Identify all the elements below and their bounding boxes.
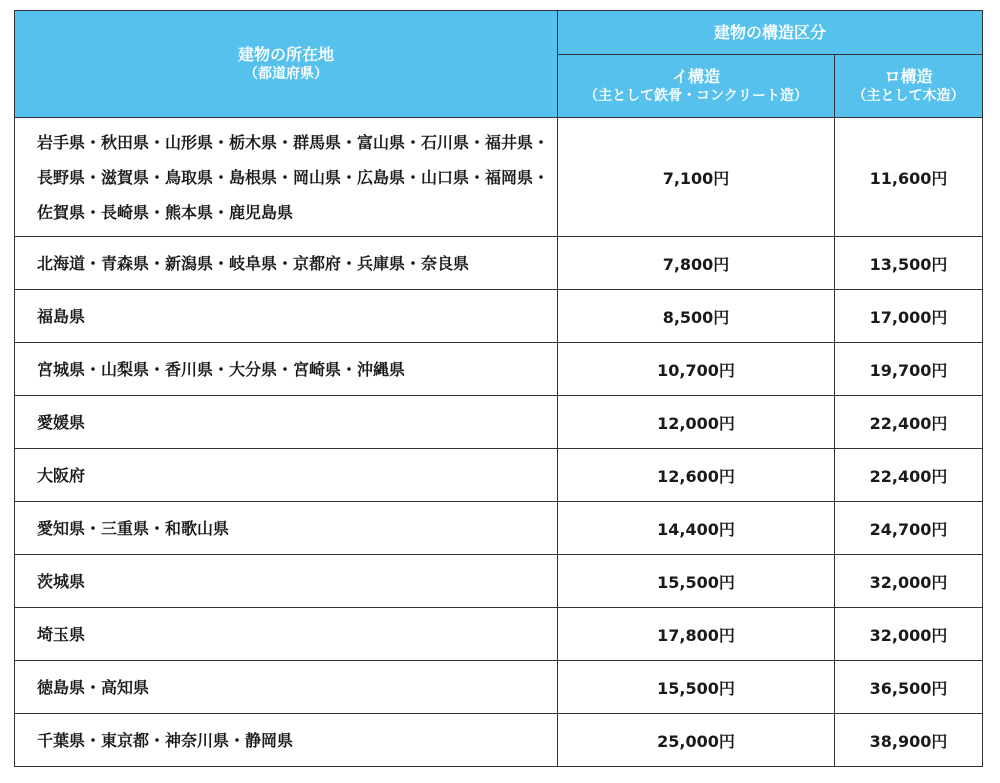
- type-a-rate-cell: 25,000円: [558, 714, 835, 767]
- header-location: [15, 11, 558, 118]
- prefecture-cell: 福島県: [15, 290, 558, 343]
- table-row: [15, 343, 983, 396]
- type-b-rate-cell: 38,900円: [835, 714, 983, 767]
- type-b-rate-cell: 36,500円: [835, 661, 983, 714]
- table-body: [15, 118, 983, 767]
- type-a-rate-cell: 17,800円: [558, 608, 835, 661]
- type-a-rate-cell: 12,600円: [558, 449, 835, 502]
- type-b-rate-cell: 19,700円: [835, 343, 983, 396]
- header-structure-label: 建物の構造区分: [714, 22, 827, 42]
- prefecture-cell: 茨城県: [15, 555, 558, 608]
- header-structure: [558, 11, 983, 55]
- type-b-rate-cell: 11,600円: [835, 118, 983, 237]
- type-b-rate-cell: 17,000円: [835, 290, 983, 343]
- type-a-rate-cell: 15,500円: [558, 661, 835, 714]
- type-a-rate-cell: 12,000円: [558, 396, 835, 449]
- table-row: [15, 555, 983, 608]
- table-row: [15, 714, 983, 767]
- prefecture-cell: 愛知県・三重県・和歌山県: [15, 502, 558, 555]
- header-type-a: [558, 55, 835, 118]
- prefecture-cell: 千葉県・東京都・神奈川県・静岡県: [15, 714, 558, 767]
- type-a-rate-cell: 7,800円: [558, 237, 835, 290]
- type-b-rate-cell: 22,400円: [835, 449, 983, 502]
- header-location-sub: （都道府県）: [244, 66, 328, 82]
- header-type-a-sub: （主として鉄骨・コンクリート造）: [584, 88, 808, 104]
- type-a-rate-cell: 15,500円: [558, 555, 835, 608]
- prefecture-cell: 徳島県・高知県: [15, 661, 558, 714]
- prefecture-cell: 宮城県・山梨県・香川県・大分県・宮崎県・沖縄県: [15, 343, 558, 396]
- rate-table-container: [14, 10, 982, 767]
- table-row: [15, 608, 983, 661]
- type-b-rate-cell: 32,000円: [835, 608, 983, 661]
- type-b-rate-cell: 24,700円: [835, 502, 983, 555]
- header-type-b-label: ロ構造: [884, 67, 933, 86]
- prefecture-cell: 北海道・青森県・新潟県・岐阜県・京都府・兵庫県・奈良県: [15, 237, 558, 290]
- table-row: [15, 118, 983, 237]
- type-a-rate-cell: 7,100円: [558, 118, 835, 237]
- prefecture-cell: 大阪府: [15, 449, 558, 502]
- table-row: [15, 661, 983, 714]
- prefecture-cell: 愛媛県: [15, 396, 558, 449]
- header-type-b: [835, 55, 983, 118]
- prefecture-cell: 岩手県・秋田県・山形県・栃木県・群馬県・富山県・石川県・福井県・長野県・滋賀県・鳥取県・島根県・岡山県・広島県・山口県・福岡県・佐賀県・長崎県・熊本県・鹿児島県: [15, 118, 558, 237]
- header-type-b-sub: （主として木造）: [852, 88, 965, 104]
- type-b-rate-cell: 32,000円: [835, 555, 983, 608]
- type-a-rate-cell: 10,700円: [558, 343, 835, 396]
- type-a-rate-cell: 14,400円: [558, 502, 835, 555]
- table-row: [15, 502, 983, 555]
- table-header: [15, 11, 983, 118]
- table-row: [15, 237, 983, 290]
- prefecture-cell: 埼玉県: [15, 608, 558, 661]
- type-a-rate-cell: 8,500円: [558, 290, 835, 343]
- type-b-rate-cell: 13,500円: [835, 237, 983, 290]
- header-location-label: 建物の所在地: [237, 45, 334, 64]
- table-row: [15, 449, 983, 502]
- table-row: [15, 290, 983, 343]
- table-row: [15, 396, 983, 449]
- header-type-a-label: イ構造: [671, 67, 720, 86]
- rate-table: [14, 10, 983, 767]
- type-b-rate-cell: 22,400円: [835, 396, 983, 449]
